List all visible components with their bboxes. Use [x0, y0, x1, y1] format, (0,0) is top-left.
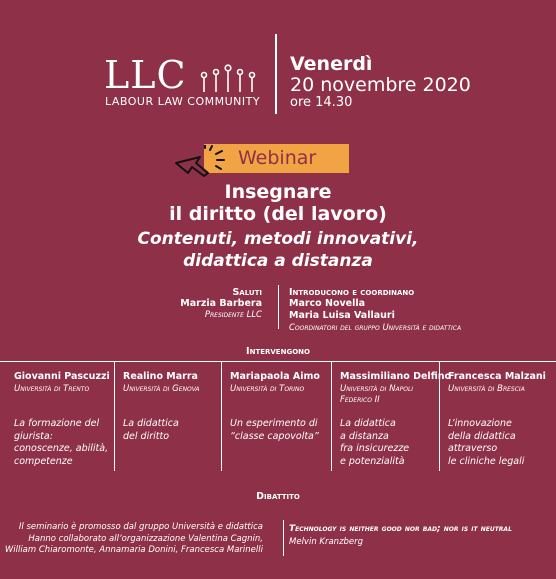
webinar-label: Webinar [238, 147, 317, 169]
speaker-name: Realino Marra [123, 371, 198, 382]
intro-name: Marco Novella [289, 298, 366, 309]
logo-subtitle: LABOUR LAW COMMUNITY [105, 95, 261, 108]
speaker-university: Università di Genova [123, 384, 200, 394]
quote: Technology is neither good nor bad; nor is it neutral [289, 524, 512, 534]
intro-name: Maria Luisa Vallauri [289, 310, 395, 321]
click-cursor-icon [174, 145, 234, 181]
speakers-heading: Intervengono [246, 346, 310, 357]
speaker-divider [114, 361, 115, 471]
saluti-role: Presidente LLC [204, 310, 262, 320]
speaker-divider [331, 361, 332, 471]
speaker-talk: La formazione del giurista: conoscenze, abilità, competenze [14, 418, 109, 467]
logo-letters: LLC [104, 53, 187, 97]
credits: Il seminario è promosso dal gruppo Università e didattica Hanno collaborato all’organizzazione Valentina Cagnin, William Chiaromonte, Annamaria Donini, Francesca Marinelli [4, 522, 263, 555]
speaker-talk: Un esperimento di “classe capovolta” [230, 418, 319, 442]
speaker-name: Giovanni Pascuzzi [14, 371, 110, 382]
speaker-university: Università di Torino [230, 384, 305, 394]
speaker-talk: La didattica a distanza fra insicurezze e potenzialità [340, 418, 410, 467]
speakers-rule [0, 361, 556, 362]
speaker-divider [221, 361, 222, 471]
intro-role: Coordinatori del gruppo Università e didattica [289, 323, 462, 333]
footer-divider [283, 520, 284, 556]
speaker-name: Francesca Malzani [448, 371, 546, 382]
event-title-line1: Insegnare [224, 181, 332, 203]
speaker-name: Massimiliano Delfino [340, 371, 452, 382]
speaker-talk: L’innovazione della didattica attraverso le cliniche legali [448, 418, 525, 467]
speaker-university: Università di Trento [14, 384, 90, 394]
event-subtitle-line2: didattica a distanza [183, 251, 373, 271]
event-day: Venerdì [290, 53, 373, 75]
event-time: ore 14.30 [290, 95, 353, 110]
speaker-talk: La didattica del diritto [123, 418, 179, 442]
logo-lollipops-icon [198, 64, 268, 92]
debate-heading: Dibattito [256, 491, 300, 502]
speaker-university: Università di Brescia [448, 384, 525, 394]
saluti-heading: Saluti [232, 287, 262, 298]
header-divider [275, 34, 277, 114]
speaker-name: Mariapaola Aimo [230, 371, 320, 382]
event-date: 20 novembre 2020 [290, 74, 471, 96]
intro-heading: Introducono e coordinano [289, 287, 415, 298]
saluti-divider [278, 285, 279, 329]
event-subtitle-line1: Contenuti, metodi innovativi, [137, 229, 419, 249]
event-title-line2: il diritto (del lavoro) [169, 203, 387, 225]
speaker-university: Università di Napoli Federico II [340, 384, 414, 405]
saluti-name: Marzia Barbera [180, 298, 262, 309]
quote-author: Melvin Kranzberg [289, 537, 364, 547]
